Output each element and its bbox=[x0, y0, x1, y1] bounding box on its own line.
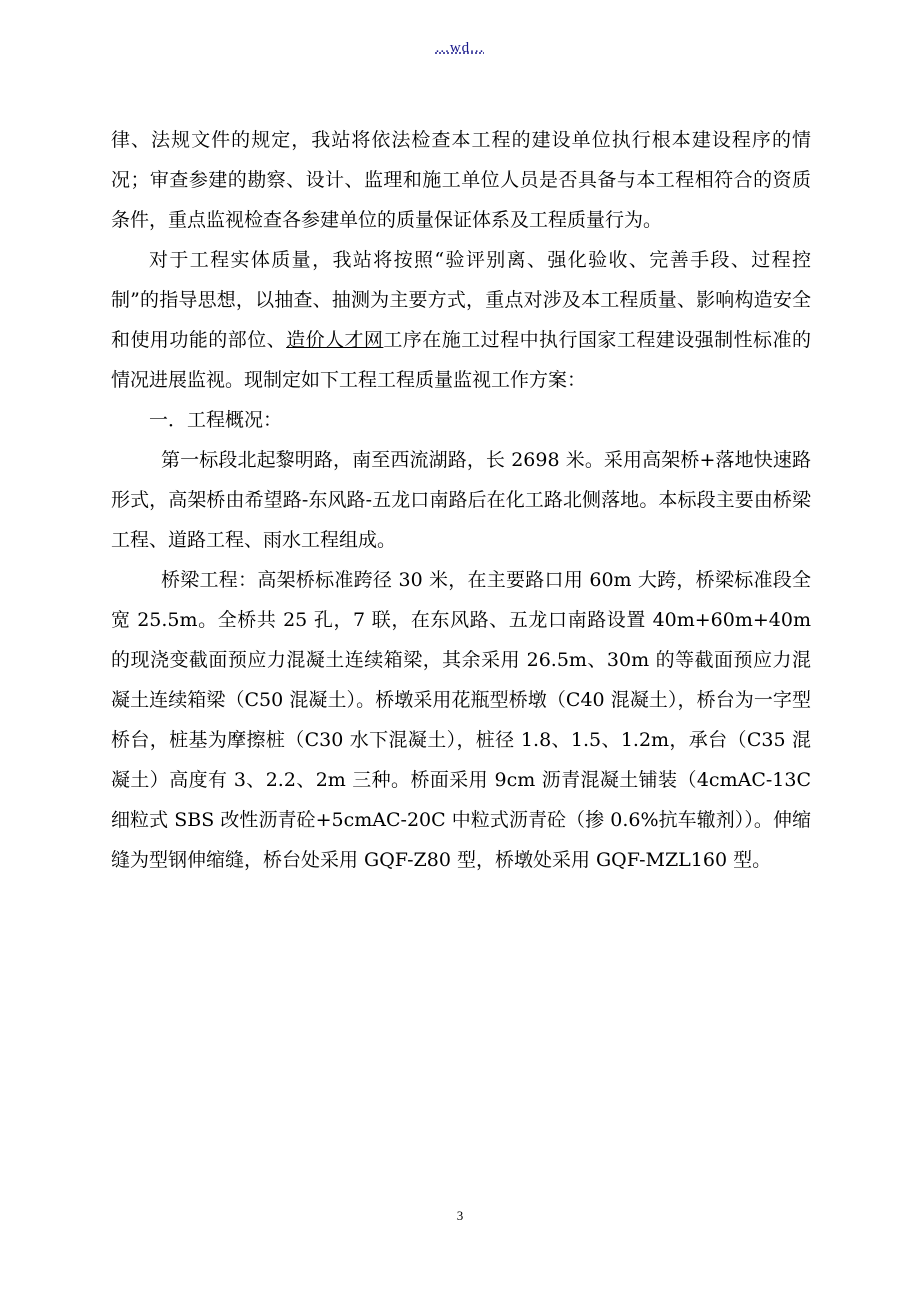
paragraph-section-one: 第一标段北起黎明路，南至西流湖路，长 2698 米。采用高架桥+落地快速路形式，高架桥由希望路-东风路-五龙口南路后在化工路北侧落地。本标段主要由桥梁工程、道路工程、雨水工程组成。 bbox=[111, 449, 811, 551]
paragraph-bridge-engineering: 桥梁工程：高架桥标准跨径 30 米，在主要路口用 60m 大跨，桥梁标准段全宽 25.5m。全桥共 25 孔，7 联，在东风路、五龙口南路设置 40m+60m+40m 的现浇变截面预应力混凝土连续箱梁，其余采用 26.5m、30m 的等截面预应力混凝土连续箱梁（C50 混凝土）。桥墩采用花瓶型桥墩（C40 混凝土），桥台为一字型桥台，桩基为摩擦桩（C30 水下混凝土），桩径 1.8、1.5、1.2m，承台（C35 混凝土）高度有 3、2.2、2m 三种。桥面采用 9cm 沥青混凝土铺装（4cmAC-13C 细粒式 SBS 改性沥青砼+5cmAC-20C 中粒式沥青砼（掺 0.6%抗车辙剂））。伸缩缝为型钢伸缩缝，桥台处采用 GQF-Z80 型，桥墩处采用 GQF-MZL160 型。 bbox=[111, 569, 811, 871]
document-body bbox=[111, 120, 811, 880]
cost-talent-link[interactable]: 造价人才网 bbox=[286, 329, 384, 351]
page-number: 3 bbox=[456, 1208, 464, 1223]
paragraph-regulations: 律、法规文件的规定，我站将依法检查本工程的建设单位执行根本建设程序的情况；审查参建的勘察、设计、监理和施工单位人员是否具备与本工程相符合的资质条件，重点监视检查各参建单位的质量保证体系及工程质量行为。 bbox=[111, 129, 811, 231]
paragraph-text: 工序在施工过程中执行国家工程建设强制性标准的情况进展监视。现制定如下工程工程质量监视工作方案： bbox=[111, 329, 811, 391]
page-header: ...wd... bbox=[435, 40, 485, 56]
section-heading-project-overview: 一．工程概况： bbox=[149, 409, 283, 431]
paragraph-quality-approach bbox=[111, 240, 811, 400]
paragraph-text: 对于工程实体质量，我站将按照“验评别离、强化验收、完善手段、过程控制”的指导思想，以抽查、抽测为主要方式，重点对涉及本工程质量、影响构造安全和使用功能的部位、 bbox=[111, 249, 811, 351]
